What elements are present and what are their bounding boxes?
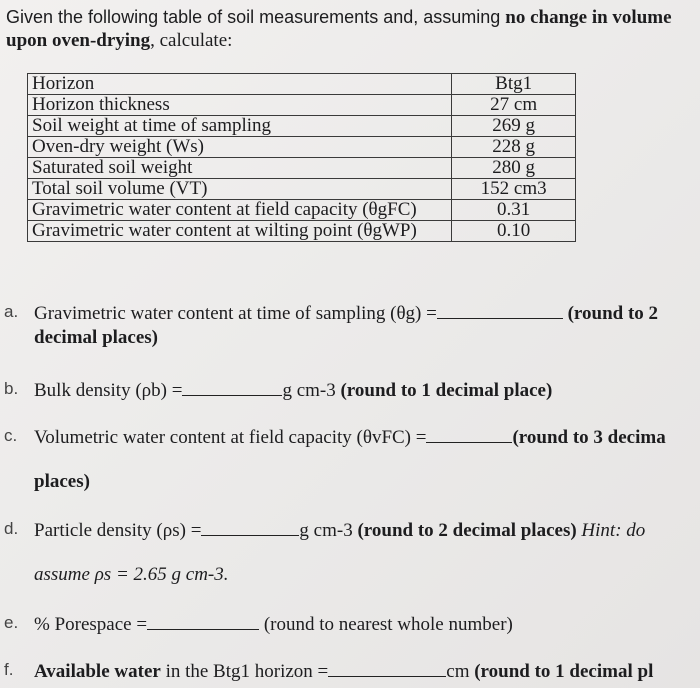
question-letter: e. (4, 613, 19, 632)
question-letter: b. (4, 379, 19, 398)
table-row (28, 158, 576, 179)
answer-blank[interactable] (426, 424, 512, 443)
answer-blank[interactable] (182, 377, 282, 396)
unit-text: cm (446, 661, 470, 682)
intro-text: Given the following table of soil measurements and, assuming (6, 7, 506, 27)
row-value: 0.10 (452, 221, 576, 242)
hint-text: Hint: do (581, 520, 646, 541)
table-row (28, 179, 576, 200)
row-label: Oven-dry weight (Ws) (28, 137, 452, 158)
round-note: (round to 1 decimal place) (340, 380, 553, 401)
row-value: 269 g (452, 116, 576, 137)
intro-line-1 (6, 6, 696, 29)
unit-text: g cm-3 (299, 520, 353, 541)
question-e-line (34, 611, 513, 637)
question-bold-text: Available water (34, 661, 161, 682)
table-row (28, 221, 576, 242)
question-letter: c. (4, 426, 18, 445)
question-f-line (34, 658, 653, 684)
intro-bold-oven: upon oven-drying (6, 30, 151, 51)
table-row (28, 200, 576, 221)
question-e (4, 611, 696, 637)
question-letter: d. (4, 519, 19, 538)
row-label: Saturated soil weight (28, 158, 452, 179)
row-label: Gravimetric water content at wilting point (θgWP) (28, 221, 452, 242)
round-note: (round to 2 (567, 303, 659, 324)
soil-measurements-table (27, 73, 576, 242)
table-row (28, 116, 576, 137)
assume-text: assume ρs = 2.65 g cm-3. (34, 564, 229, 585)
question-text: in the Btg1 horizon = (160, 661, 329, 682)
table-row (28, 137, 576, 158)
question-text: Bulk density (ρb) = (34, 380, 183, 401)
intro-bold-volume: no change in volume (505, 7, 672, 28)
answer-blank[interactable] (201, 517, 299, 536)
row-value: 228 g (452, 137, 576, 158)
row-label: Soil weight at time of sampling (28, 116, 452, 137)
question-d (4, 517, 696, 587)
row-label: Gravimetric water content at field capacity (θgFC) (28, 200, 452, 221)
question-text: Particle density (ρs) = (34, 520, 202, 541)
table-row (28, 74, 576, 95)
round-note-cont: decimal places) (34, 327, 159, 348)
question-letter: a. (4, 302, 19, 321)
question-text: Gravimetric water content at time of sampling (θg) = (34, 303, 437, 324)
row-value: 27 cm (452, 95, 576, 116)
question-text: Volumetric water content at field capacity (θvFC) = (34, 427, 427, 448)
intro-line-2 (6, 29, 696, 52)
row-value: 152 cm3 (452, 179, 576, 200)
unit-text: g cm-3 (282, 380, 336, 401)
question-d-line1 (34, 517, 645, 543)
round-note: (round to 3 decima (512, 427, 666, 448)
row-value: Btg1 (452, 74, 576, 95)
question-text: % Porespace = (34, 614, 148, 635)
problem-intro (6, 6, 696, 52)
round-note: (round to 1 decimal pl (474, 661, 654, 682)
intro-calculate: , calculate: (150, 30, 233, 51)
round-note: (round to nearest whole number) (263, 614, 513, 635)
question-a (4, 300, 696, 350)
question-c (4, 424, 696, 494)
question-f (4, 658, 696, 684)
row-label: Horizon (28, 74, 452, 95)
row-label: Horizon thickness (28, 95, 452, 116)
row-label: Total soil volume (VT) (28, 179, 452, 200)
answer-blank[interactable] (147, 611, 259, 630)
round-note-cont: places) (34, 471, 90, 492)
row-value: 0.31 (452, 200, 576, 221)
question-letter: f. (4, 660, 14, 679)
table-row (28, 95, 576, 116)
round-note: (round to 2 decimal places) (357, 520, 577, 541)
question-b (4, 377, 696, 403)
answer-blank[interactable] (328, 658, 446, 677)
answer-blank[interactable] (437, 300, 563, 319)
question-a-line1 (34, 300, 658, 326)
question-b-line (34, 377, 552, 403)
row-value: 280 g (452, 158, 576, 179)
question-c-line1 (34, 424, 666, 450)
